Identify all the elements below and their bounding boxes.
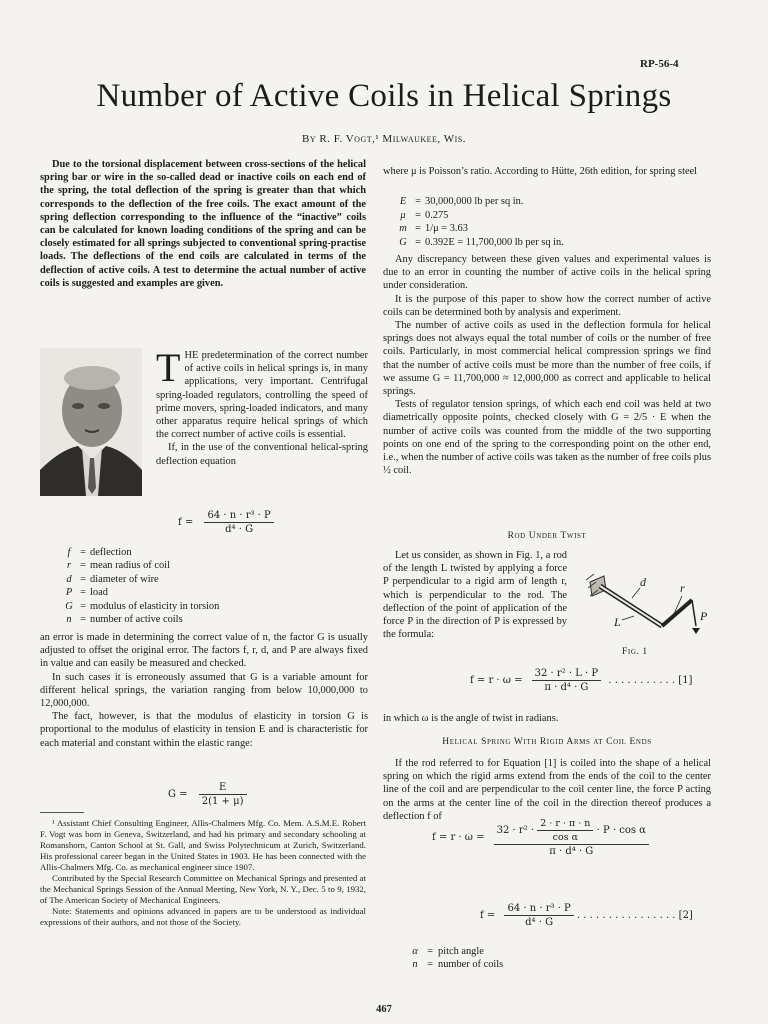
right-paragraph-1: Any discrepancy between these given values and experimental values is due to an error in counting the number of active coils in the helical spring under consideration. <box>383 254 711 292</box>
left-paragraph-3: The fact, however, is that the modulus of elasticity in torsion G is proportional to the modulus of elasticity in tension E and is characteristic for each material and constant within the elastic range: <box>40 711 368 749</box>
const-value: 30,000,000 lb per sq in. <box>425 196 524 207</box>
def-symbol: G <box>65 600 73 612</box>
helical-definitions: α = pitch angle n = number of coils <box>408 945 503 972</box>
def-text: pitch angle <box>438 946 484 957</box>
left-body <box>40 631 368 750</box>
const-value: 0.275 <box>425 209 449 221</box>
equation-2: f = $\frac{\text{64 · n · r³ · P}}{\text{d⁴ · G}}$ . . . . . . . . . . . . . . . . [2] <box>480 903 693 928</box>
drop-cap: T <box>156 345 181 390</box>
def-text: mean radius of coil <box>90 560 170 572</box>
eq-inner-numerator: 2 · r · π · n <box>537 818 593 831</box>
section-heading-rod: Rod Under Twist <box>507 531 587 541</box>
def-text: deflection <box>90 547 132 558</box>
eq-lhs: G = <box>168 789 188 800</box>
eq-denominator: d⁴ · G <box>525 917 554 928</box>
def-symbol: P <box>65 587 73 599</box>
right-body <box>383 253 711 477</box>
eq-lhs: f = r · ω = <box>470 675 523 686</box>
figure-caption: Fig. 1 <box>622 647 648 657</box>
left-paragraph-2: In such cases it is erroneously assumed that G is a variable amount for different helical springs, the variation ranging from below 10,000,000 to 12,000,000. <box>40 671 368 710</box>
eq-tag: [1] <box>678 675 693 686</box>
def-symbol: α <box>412 946 418 957</box>
eq-lhs: f = r · ω = <box>432 832 485 843</box>
def-symbol: n <box>66 614 72 626</box>
intro-paragraph-2: If, in the use of the conventional helical-spring deflection equation <box>156 442 368 467</box>
paper-title: Number of Active Coils in Helical Springs <box>96 78 672 114</box>
fig-label-L: L <box>614 615 621 629</box>
def-symbol: r <box>66 560 72 572</box>
eq-lead: 32 · r² · <box>496 825 535 836</box>
const-value: 1/μ = 3.63 <box>425 223 468 234</box>
eq-tag: [2] <box>678 910 693 921</box>
page-number: 467 <box>376 1004 392 1015</box>
eq-lhs: f = <box>480 910 496 921</box>
equation-2-expanded <box>432 818 702 857</box>
helical-text <box>383 757 711 823</box>
footnote-2: Contributed by the Special Research Committee on Mechanical Springs and presented at the Mechanical Springs Session of the Annual Meeting, New York, N. Y., Dec. 5 to 9, 1932, of The American Society of Mechanical Engineers. <box>40 873 366 905</box>
right-paragraph-4: Tests of regulator tension springs, of which each end coil was held at two diametrically opposite points, checked closely with G = 2/5 · E when the number of active coils was counted from the middle of the two supporting points on one end of the spring to the corresponding point on the other end, i.e., when the number of active coils was taken as the number of free coils plus ½ coil. <box>383 399 711 477</box>
footnote-3: Note: Statements and opinions advanced in papers are to be understood as individual expressions of their authors, and not those of the Society. <box>40 906 366 927</box>
fig-label-d: d <box>640 575 646 589</box>
const-value: 0.392E = 11,700,000 lb per sq in. <box>425 236 564 248</box>
eq-numerator: E <box>199 782 247 795</box>
variable-definitions: f = deflection r = mean radius of coil d = diameter of wire P = load G = modulus of elasticity in torsion n = number of active coils <box>62 546 262 626</box>
fig-label-P: P <box>700 609 708 623</box>
footnote-rule <box>40 812 84 813</box>
const-symbol: E <box>399 196 407 207</box>
def-text: modulus of elasticity in torsion <box>90 600 220 612</box>
intro-text <box>156 345 368 468</box>
equation-deflection <box>178 510 274 535</box>
const-symbol: G <box>399 236 407 248</box>
eq-numerator: 64 · n · r³ · P <box>504 903 573 916</box>
const-symbol: μ <box>400 209 406 221</box>
eq-numerator: 32 · r² · L · P <box>532 668 602 681</box>
rod-text <box>383 549 567 641</box>
right-intro: where μ is Poisson’s ratio. According to Hütte, 26th edition, for spring steel <box>383 166 698 177</box>
def-text: number of coils <box>438 959 504 971</box>
report-number: RP-56-4 <box>640 58 679 70</box>
footnote-1: ¹ Assistant Chief Consulting Engineer, Allis-Chalmers Mfg. Co. Mem. A.S.M.E. Robert F. Vogt was born in Geneva, Switzerland, and had his primary and secondary schooling at Romanshorn, Canton School at St. Gall, and Swiss Polytechnicum at Zurich, Switzerland. His professional career began in the United States in 1903. He has been connected with the Allis-Chalmers Mfg. Co. as mechanical engineer since 1907. <box>40 818 366 872</box>
rod-paragraph: Let us consider, as shown in Fig. 1, a rod of the length L twisted by applying a force P perpendicular to a rigid arm of length r, which is perpendicular to the rod. The deflection of the point of application of the force P in the direction of P is expressed by the formula: <box>383 550 567 641</box>
intro-paragraph-1: HE predetermination of the correct number of active coils in helical springs is, in many applications, very important. Centrifugal spring-loaded regulators, controlling the speed of prime movers, spring-loaded indicators, and many other apparatus require helical springs of which the correct number of active coils is essential. <box>156 350 368 441</box>
steel-constants: E = 30,000,000 lb per sq in. μ = 0.275 m = 1/μ = 3.63 G = 0.392E = 11,700,000 lb per sq in. <box>395 195 635 249</box>
equation-1: f = r · ω = $\frac{\text{32 · r² · L · P}}{\text{π · d⁴ · G}}$ . . . . . . . . . . . [1] <box>470 668 693 693</box>
left-paragraph-1: an error is made in determining the correct value of n, the factor G is usually adjusted to offset the original error. The factors f, r, d, and P are always fixed in value and can easily be measured and checked. <box>40 632 368 670</box>
def-symbol: n <box>412 959 418 971</box>
section-heading-helical: Helical Spring With Rigid Arms at Coil Ends <box>442 737 652 747</box>
helical-paragraph: If the rod referred to for Equation [1] is coiled into the shape of a helical spring on which the rigid arms extend from the ends of the coil to the center line of the coil and are perpendicular to the coil center line, the force P acting on the arms at the center line of the coil in the direction thereof produces a deflection f of <box>383 758 711 822</box>
eq-tail: · P · cos α <box>596 825 646 836</box>
fig-label-r: r <box>680 581 685 595</box>
eq-denominator: π · d⁴ · G <box>549 846 594 857</box>
right-paragraph-2: It is the purpose of this paper to show how the correct number of active coils can be determined both by analysis and experiment. <box>383 293 711 318</box>
def-symbol: f <box>67 547 71 558</box>
right-paragraph-3: The number of active coils as used in the deflection formula for helical springs does not always equal the total number of coils or the number of free coils. Particularly, in most commercial helical compression springs we find that the number of active coils must be more than the number of free coils, if we assume G = 11,700,000 ≈ 12,000,000 as correct and applicable to helical springs. <box>383 320 711 398</box>
eq-denominator: π · d⁴ · G <box>544 682 589 693</box>
def-symbol: d <box>66 573 72 585</box>
eq-inner-denominator: cos α <box>552 832 579 843</box>
def-text: diameter of wire <box>90 573 159 585</box>
def-text: load <box>90 587 108 599</box>
def-text: number of active coils <box>90 614 183 626</box>
eq-denominator: 2(1 + μ) <box>201 796 244 807</box>
byline: By R. F. Vogt,¹ Milwaukee, Wis. <box>302 133 466 145</box>
const-symbol: m <box>399 223 407 234</box>
eq-numerator: 64 · n · r³ · P <box>204 510 273 523</box>
omega-definition: in which ω is the angle of twist in radians. <box>383 713 559 724</box>
abstract: Due to the torsional displacement between cross-sections of the helical spring bar or wire in the so-called dead or inactive coils on each end of the spring, the total deflection of the spring is greater than that which corresponds to the deflection of the free coils. The exact amount of the spring deflection corresponding to the influence of the “inactive” coils can be calculated for known loading conditions of the spring and can be closely estimated for all springs subjected to conventional spring-practise loads. The deflections of the end coils are calculated in terms of the deflection of active coils. A test to determine the actual number of active coils is suggested and examples are given. <box>40 159 366 289</box>
eq-denominator: d⁴ · G <box>225 524 254 535</box>
footnotes <box>40 818 366 928</box>
equation-modulus <box>168 782 247 807</box>
author-portrait <box>40 348 142 496</box>
eq-lhs: f = <box>178 517 194 528</box>
